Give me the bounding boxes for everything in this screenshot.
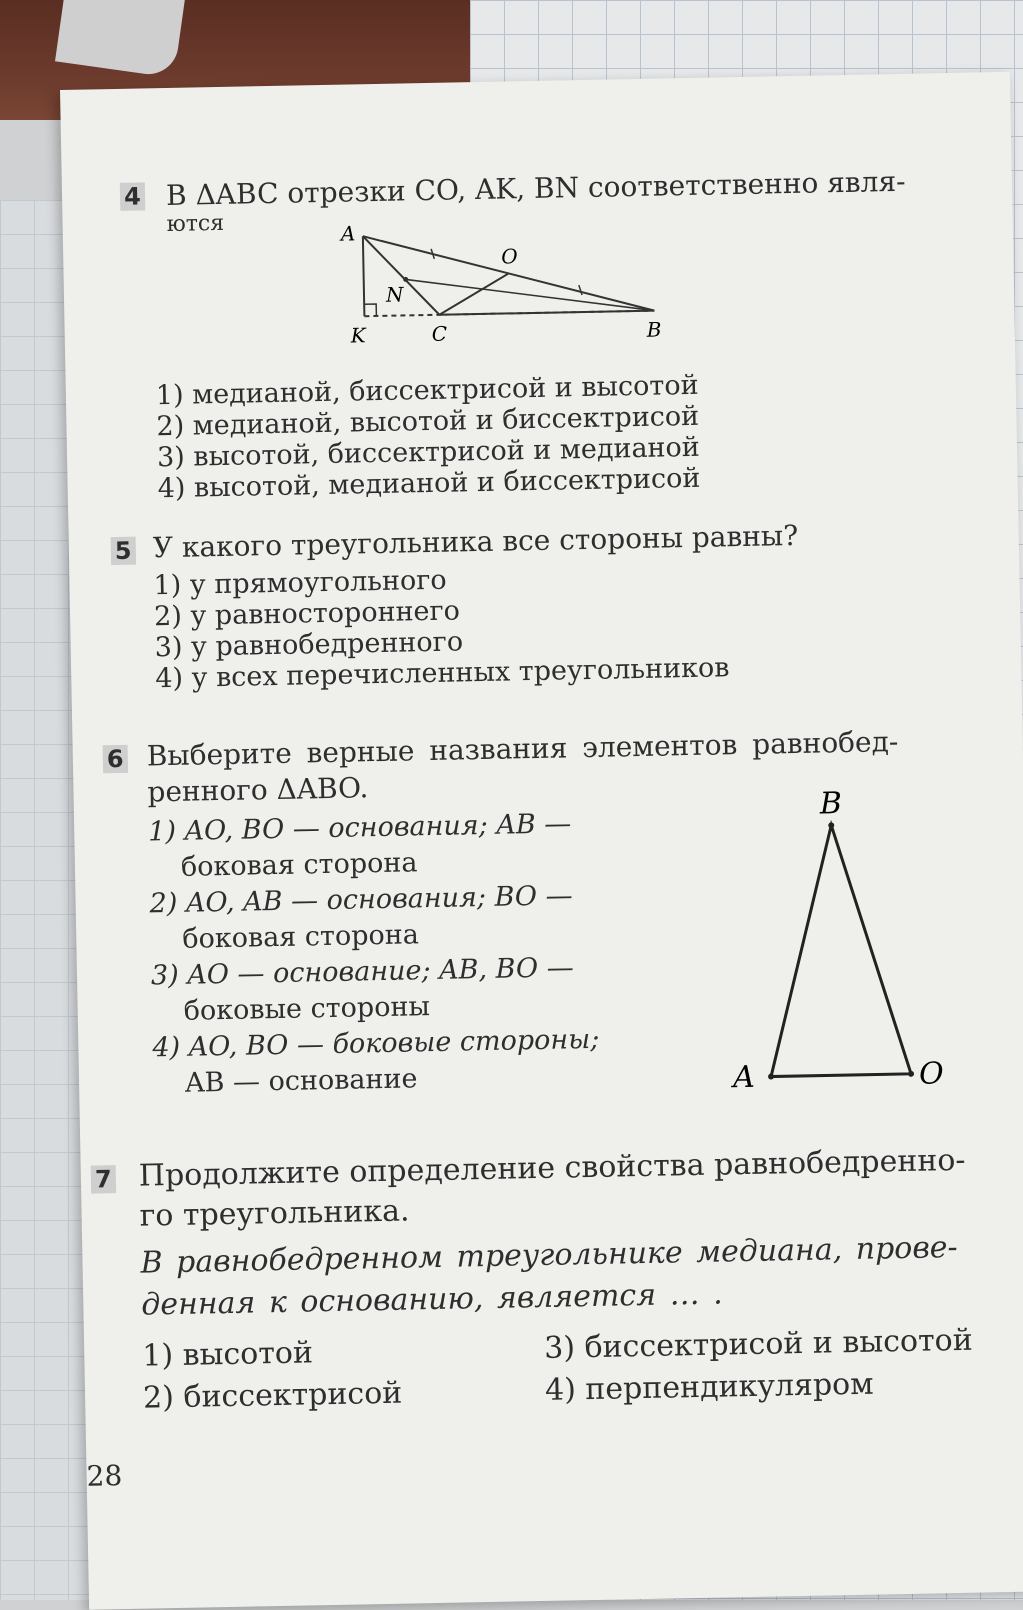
tick-mark xyxy=(579,285,582,295)
triangle-abc-figure xyxy=(333,218,675,355)
label-a: A xyxy=(732,1059,756,1096)
question-5 xyxy=(110,516,913,695)
question-6-options xyxy=(104,805,623,1103)
answer-option[interactable]: 3) биссектрисой и высотой xyxy=(543,1322,974,1366)
question-text-line: В ΔABC отрезки CO, AK, BN соответственно явля- xyxy=(165,164,906,212)
answer-option[interactable]: 2) биссектрисой xyxy=(142,1375,403,1416)
triangle-abo-figure xyxy=(714,783,950,1107)
question-number: 4 xyxy=(120,182,145,210)
question-number: 7 xyxy=(91,1165,116,1193)
label-a: A xyxy=(340,221,356,246)
question-7 xyxy=(91,1140,996,1431)
question-number: 6 xyxy=(103,745,128,773)
triangle-abo xyxy=(766,824,911,1077)
answer-option[interactable]: 1) медианой, биссектрисой и высотой xyxy=(155,369,699,412)
label-k: K xyxy=(350,323,366,348)
point-a xyxy=(768,1073,774,1079)
answer-option[interactable]: 4) перпендикуляром xyxy=(544,1366,874,1408)
property-statement xyxy=(92,1226,993,1327)
question-text-line: ренного ΔABO. xyxy=(147,771,369,809)
answer-option[interactable]: 2) медианой, высотой и биссектрисой xyxy=(156,400,700,443)
page-number: 28 xyxy=(86,1459,123,1493)
answer-option[interactable]: 2) AO, AB — основания; BO — xyxy=(149,880,573,920)
question-number: 5 xyxy=(111,537,136,565)
question-text-line: ются xyxy=(166,210,225,237)
question-text-line: Продолжите определение свойства равнобедренно- xyxy=(138,1142,966,1194)
answer-option-continuation: боковые стороны xyxy=(183,991,431,1027)
answer-option[interactable]: 4) высотой, медианой и биссектрисой xyxy=(157,462,701,505)
answer-option[interactable]: 1) у прямоугольного xyxy=(153,564,447,602)
answer-option[interactable]: 4) AO, BO — боковые стороны; xyxy=(152,1023,600,1064)
answer-option[interactable]: 4) у всех перечисленных треугольников xyxy=(155,652,730,695)
question-text xyxy=(91,1140,992,1237)
answer-option[interactable]: 2) у равностороннего xyxy=(153,595,461,633)
answer-option[interactable]: 3) у равнобедренного xyxy=(154,626,464,664)
question-4-options xyxy=(156,368,798,504)
question-text: У какого треугольника все стороны равны? xyxy=(152,518,799,565)
answer-option[interactable]: 1) AO, BO — основания; AB — xyxy=(147,808,572,848)
answer-option-continuation: боковая сторона xyxy=(182,919,420,955)
question-7-options xyxy=(94,1324,996,1431)
statement-line: В равнобедренном треугольнике медиана, прове- xyxy=(140,1229,958,1281)
textbook-page xyxy=(60,72,1023,1610)
answer-option[interactable]: 3) AO — основание; AB, BO — xyxy=(150,952,574,992)
question-text-line: го треугольника. xyxy=(139,1193,410,1234)
answer-option[interactable]: 3) высотой, биссектрисой и медианой xyxy=(156,431,701,474)
statement-line: денная к основанию, является … . xyxy=(141,1276,723,1323)
label-n: N xyxy=(385,282,404,307)
question-text-line: Выберите верные названия элементов равнобед- xyxy=(146,725,899,773)
answer-option-continuation: боковая сторона xyxy=(180,847,418,883)
segment-bn xyxy=(406,275,655,316)
question-5-options xyxy=(111,556,913,695)
answer-option-continuation: AB — основание xyxy=(184,1063,418,1099)
segment-cb xyxy=(439,311,654,315)
label-b: B xyxy=(819,786,843,822)
right-angle-mark xyxy=(364,304,376,316)
label-o: O xyxy=(501,244,518,269)
answer-option[interactable]: 1) высотой xyxy=(141,1335,314,1374)
label-b: B xyxy=(646,317,662,342)
segment-co xyxy=(439,273,510,314)
label-c: C xyxy=(431,321,448,346)
label-o: O xyxy=(918,1056,944,1092)
